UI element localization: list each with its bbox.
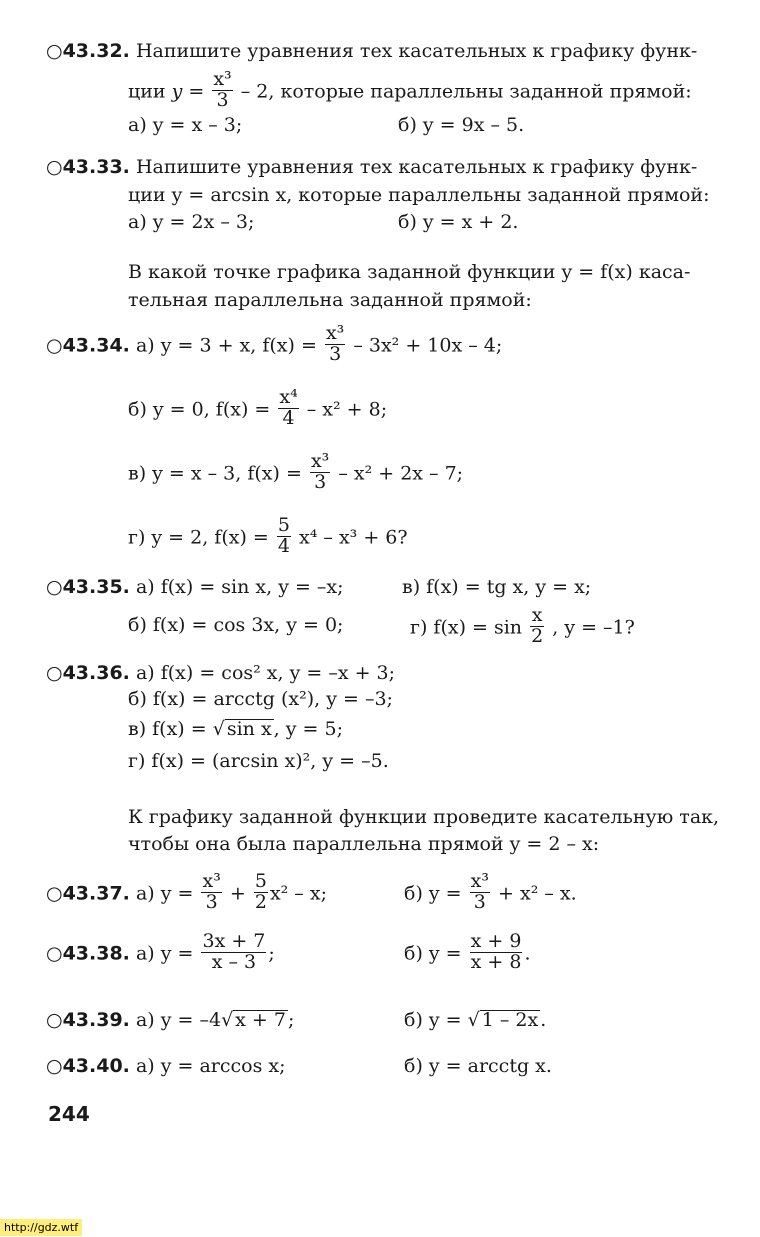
section-intro2-line2: чтобы она была параллельна прямой y = 2 – x:	[128, 833, 600, 855]
problem-43-36-a: ○43.36. а) f(x) = cos² x, y = –x + 3;	[46, 662, 396, 684]
problem-number: ○43.35.	[46, 576, 130, 598]
problem-43-35-c: в) f(x) = tg x, y = x;	[402, 576, 592, 598]
fraction-5-over-4: $\frac{5}{4}$	[277, 514, 290, 557]
problem-43-34-d: г) y = 2, f(x) = $\frac{5}{4}$ x⁴ – x³ + 6?	[128, 514, 408, 557]
square-root: √ sin x	[212, 718, 272, 740]
page-number: 244	[48, 1102, 90, 1126]
problem-number: ○43.40.	[46, 1055, 130, 1077]
section-intro-line2: тельная параллельна заданной прямой:	[128, 289, 532, 311]
answer-option-a: а) y = x – 3;	[128, 114, 243, 136]
section-intro-line1: В какой точке графика заданной функции y = f(x) каса-	[128, 261, 691, 283]
problem-43-34-b: б) y = 0, f(x) = $\frac{\text{x⁴}}{4}$ – x² + 8;	[128, 386, 388, 429]
fraction-x3-over-3: $\frac{\text{x³}}{3}$	[470, 870, 489, 913]
problem-43-38-a: ○43.38. а) y = $\frac{3x + 7}{x - 3}$ ;	[46, 930, 275, 973]
problem-43-32-line2: ции y = $\frac{\text{x³}}{3}$ – 2, которые параллельны заданной прямой:	[128, 68, 692, 111]
answer-option-b: б) y = 9x – 5.	[398, 114, 525, 136]
problem-number: ○43.34.	[46, 334, 130, 357]
problem-43-36-b: б) f(x) = arcctg (x²), y = –3;	[128, 688, 393, 710]
watermark-link[interactable]: http://gdz.wtf	[0, 1219, 82, 1236]
fraction-x3-over-3: $\frac{\text{x³}}{3}$	[310, 450, 330, 493]
problem-43-36-c: в) f(x) = √ sin x , y = 5;	[128, 718, 343, 740]
answer-option-a: а) y = 2x – 3;	[128, 211, 255, 233]
problem-number: ○43.33.	[46, 156, 130, 178]
problem-43-40-a: ○43.40. а) y = arccos x;	[46, 1055, 286, 1077]
problem-number: ○43.38.	[46, 942, 130, 965]
fraction-x3-over-3: $\frac{\text{x³}}{3}$	[325, 322, 345, 365]
fraction-x3-over-3: $\frac{\text{x³}}{3}$	[213, 68, 232, 111]
problem-43-37-a: ○43.37. а) y = $\frac{\text{x³}}{3}$ + $\frac{5}{2}$ x² – x;	[46, 870, 327, 913]
problem-43-36-d: г) f(x) = (arcsin x)², y = –5.	[128, 750, 389, 772]
problem-43-35-b: б) f(x) = cos 3x, y = 0;	[128, 614, 344, 636]
problem-43-34-a: ○43.34. а) y = 3 + x, f(x) = $\frac{\text{x³}}{3}$ – 3x² + 10x – 4;	[46, 322, 503, 365]
problem-43-37-b: б) y = $\frac{\text{x³}}{3}$ + x² – x.	[404, 870, 577, 913]
fraction-x3-over-3: $\frac{\text{x³}}{3}$	[202, 870, 221, 913]
square-root: √ x + 7	[221, 1009, 286, 1031]
problem-text: Напишите уравнения тех касательных к графику функ-	[135, 156, 698, 178]
problem-number: ○43.32.	[46, 40, 130, 62]
problem-43-35-d: г) f(x) = sin $\frac{x}{2}$ , y = –1?	[410, 604, 635, 647]
section-intro2-line1: К графику заданной функции проведите касательную так,	[128, 806, 720, 828]
fraction-5-over-2: $\frac{5}{2}$	[254, 870, 267, 913]
fraction-a: $\frac{3x + 7}{x - 3}$	[202, 930, 266, 973]
problem-43-34-c: в) y = x – 3, f(x) = $\frac{\text{x³}}{3}$ – x² + 2x – 7;	[128, 450, 464, 493]
fraction-x4-over-4: $\frac{\text{x⁴}}{4}$	[279, 386, 298, 429]
fraction-b: $\frac{x + 9}{x + 8}$	[470, 930, 522, 973]
problem-43-35-a: ○43.35. а) f(x) = sin x, y = –x;	[46, 576, 344, 598]
problem-43-39-b: б) y = √ 1 – 2x .	[404, 1009, 547, 1031]
problem-number: ○43.36.	[46, 662, 130, 684]
square-root: √ 1 – 2x	[467, 1009, 539, 1031]
problem-43-33	[46, 158, 697, 177]
problem-number: ○43.39.	[46, 1009, 130, 1031]
problem-43-40-b: б) y = arcctg x.	[404, 1055, 552, 1077]
problem-43-39-a: ○43.39. а) y = –4√ x + 7 ;	[46, 1009, 295, 1031]
fraction-x-over-2: $\frac{x}{2}$	[531, 604, 544, 647]
problem-43-38-b: б) y = $\frac{x + 9}{x + 8}$ .	[404, 930, 531, 973]
problem-text: Напишите уравнения тех касательных к графику функ-	[135, 40, 698, 62]
problem-43-32	[46, 42, 697, 61]
answer-option-b: б) y = x + 2.	[398, 211, 519, 233]
problem-43-33-line2: ции y = arcsin x, которые параллельны заданной прямой:	[128, 184, 710, 206]
problem-number: ○43.37.	[46, 882, 130, 905]
